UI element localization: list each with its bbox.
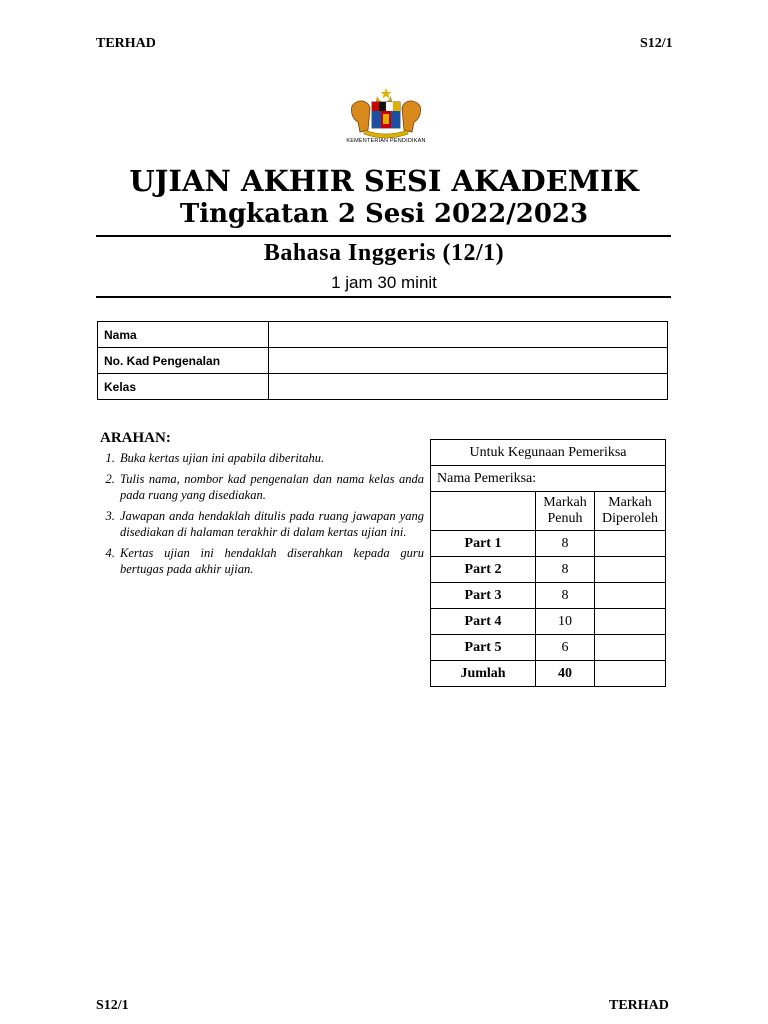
ministry-logo [338, 86, 434, 148]
candidate-class-field[interactable] [269, 374, 668, 400]
score-row-obtained[interactable] [595, 609, 666, 635]
score-total-obtained[interactable] [595, 661, 666, 687]
instructions-title: ARAHAN: [100, 430, 171, 446]
header-classification: TERHAD [96, 36, 156, 51]
instruction-item: 4. Kertas ujian ini hendaklah diserahkan kepada guru bertugas pada akhir ujian. [118, 545, 424, 578]
subject-title: Bahasa Inggeris (12/1) [263, 240, 505, 266]
candidate-row-class [98, 374, 668, 400]
divider-bottom [96, 296, 671, 298]
score-row [431, 583, 666, 609]
header-paper-code: S12/1 [640, 36, 673, 51]
score-row-full: 8 [536, 531, 595, 557]
examiner-score-table [430, 439, 666, 687]
score-row-full: 10 [536, 609, 595, 635]
score-row-full: 8 [536, 557, 595, 583]
col-full-marks: Markah Penuh [536, 492, 595, 531]
exam-session: Tingkatan 2 Sesi 2022/2023 [179, 199, 589, 229]
footer-paper-code: S12/1 [96, 998, 129, 1013]
score-row [431, 609, 666, 635]
candidate-name-label: Nama [98, 322, 269, 348]
score-row [431, 635, 666, 661]
examiner-name-label[interactable]: Nama Pemeriksa: [431, 466, 666, 492]
exam-duration: 1 jam 30 minit [331, 273, 437, 292]
score-row-full: 8 [536, 583, 595, 609]
candidate-row-ic [98, 348, 668, 374]
score-row-part: Part 5 [431, 635, 536, 661]
score-total-full: 40 [536, 661, 595, 687]
score-row-part: Part 2 [431, 557, 536, 583]
score-row-obtained[interactable] [595, 635, 666, 661]
score-row-obtained[interactable] [595, 583, 666, 609]
candidate-ic-label: No. Kad Pengenalan [98, 348, 269, 374]
instruction-item: 1. Buka kertas ujian ini apabila diberitahu. [118, 450, 424, 467]
score-row-part: Part 1 [431, 531, 536, 557]
instruction-item: 3. Jawapan anda hendaklah ditulis pada ruang jawapan yang disediakan di halaman terakhir di dalam kertas ujian ini. [118, 508, 424, 541]
footer-classification: TERHAD [609, 998, 669, 1013]
instructions-list [100, 450, 424, 582]
candidate-row-name [98, 322, 668, 348]
score-row-obtained[interactable] [595, 557, 666, 583]
score-row [431, 531, 666, 557]
score-total-label: Jumlah [431, 661, 536, 687]
divider-top [96, 235, 671, 237]
score-row-obtained[interactable] [595, 531, 666, 557]
score-row [431, 557, 666, 583]
score-row-part: Part 3 [431, 583, 536, 609]
score-header-blank [431, 492, 536, 531]
ministry-caption: KEMENTERIAN PENDIDIKAN [346, 138, 426, 144]
exam-title: UJIAN AKHIR SESI AKADEMIK [129, 164, 639, 198]
candidate-info-table [97, 321, 668, 400]
examiner-table-title: Untuk Kegunaan Pemeriksa [431, 440, 666, 466]
candidate-name-field[interactable] [269, 322, 668, 348]
score-total-row [431, 661, 666, 687]
candidate-class-label: Kelas [98, 374, 269, 400]
col-obtained-marks: Markah Diperoleh [595, 492, 666, 531]
score-row-part: Part 4 [431, 609, 536, 635]
score-row-full: 6 [536, 635, 595, 661]
malaysia-coat-of-arms-icon [338, 86, 434, 138]
candidate-ic-field[interactable] [269, 348, 668, 374]
instruction-item: 2. Tulis nama, nombor kad pengenalan dan nama kelas anda pada ruang yang disediakan. [118, 471, 424, 504]
